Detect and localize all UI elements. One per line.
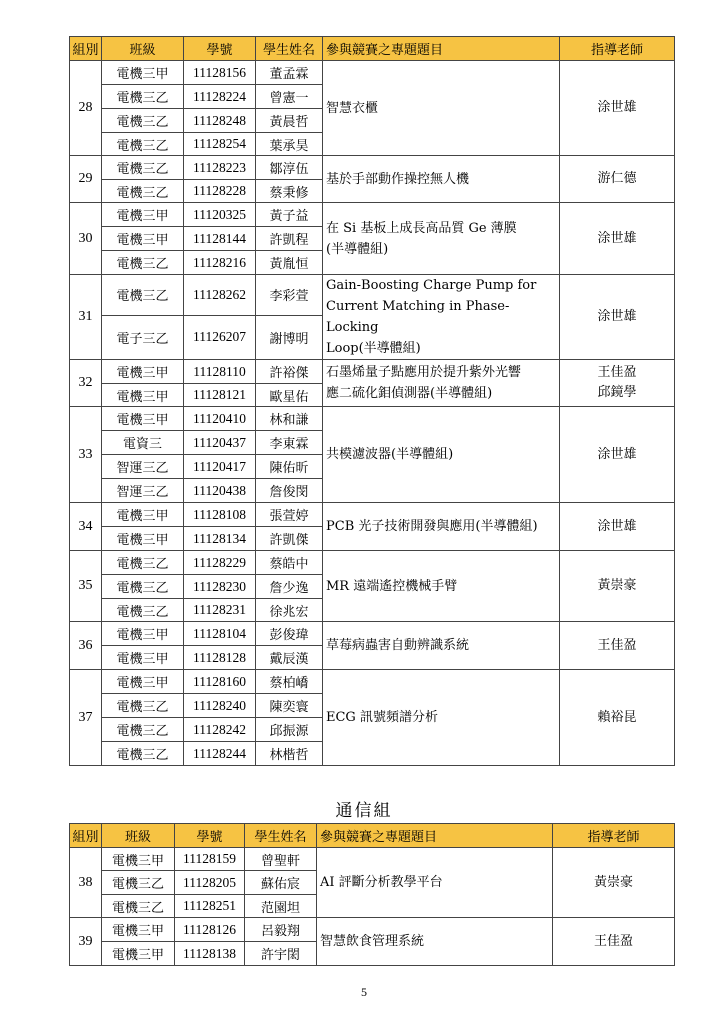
table-row [70,670,675,694]
student-name: 林楷哲 [256,742,323,766]
student-id: 11120438 [184,479,256,503]
header-student-id: 學號 [175,824,245,848]
student-name: 李東霖 [256,431,323,455]
advisor [560,156,675,203]
table-row [70,407,675,431]
student-name: 陳奕寰 [256,694,323,718]
student-class: 電機三乙 [102,871,175,895]
advisor [560,407,675,503]
topic-line: Loop(半導體組) [326,341,421,356]
advisor-name: 涂世雄 [597,100,637,115]
student-class: 電機三乙 [102,133,184,156]
group-number: 34 [70,503,102,551]
advisor [560,360,675,407]
student-id: 11128224 [184,85,256,109]
topic-line: Current Matching in Phase-Locking [326,299,510,335]
table-body [70,61,675,766]
group-number: 32 [70,360,102,407]
student-class: 電機三甲 [102,407,184,431]
topic-line: 基於手部動作操控無人機 [326,171,470,187]
table-row [70,360,675,384]
table-body [70,848,675,966]
topic-line: 應二硫化鉬偵測器(半導體組) [326,386,493,401]
topic-line: ECG 訊號頻譜分析 [326,710,438,725]
student-id: 11128159 [175,848,245,871]
student-name: 黃子益 [256,203,323,227]
header-group: 組別 [70,824,102,848]
student-name: 范園坦 [245,895,317,918]
project-topic [323,61,560,156]
student-name: 黃胤恒 [256,251,323,275]
student-class: 電資三 [102,431,184,455]
advisor-name: 涂世雄 [597,230,637,246]
student-id: 11128262 [184,275,256,316]
student-name: 黃晨哲 [256,109,323,133]
advisor-name: 王佳盈 [597,637,637,653]
table-row [70,275,675,316]
student-name: 許凱傑 [256,527,323,551]
group-number: 30 [70,203,102,275]
student-id: 11128138 [175,942,245,966]
student-id: 11128134 [184,527,256,551]
student-class: 電機三甲 [102,670,184,694]
student-id: 11128126 [175,918,245,942]
student-class: 電機三甲 [102,360,184,384]
student-id: 11126207 [184,315,256,359]
student-id: 11120325 [184,203,256,227]
topic-line: 在 Si 基板上成長高品質 Ge 薄膜 [326,220,517,236]
student-name: 謝博明 [256,315,323,359]
header-class: 班級 [102,824,175,848]
student-name: 鄒淳伍 [256,156,323,180]
header-student-id: 學號 [184,37,256,61]
group-number: 33 [70,407,102,503]
topic-line: 共模濾波器(半導體組) [326,447,454,462]
group-number: 36 [70,622,102,670]
advisor [560,551,675,622]
competition-table-main [69,36,675,766]
page-number: 5 [361,985,367,999]
advisor [553,918,675,966]
advisor-name: 黃崇豪 [593,874,633,890]
table-row [70,551,675,575]
topic-line: PCB 光子技術開發與應用(半導體組) [326,519,538,534]
student-id: 11128242 [184,718,256,742]
student-name: 陳佑昕 [256,455,323,479]
student-class: 電機三甲 [102,227,184,251]
project-topic [323,360,560,407]
student-class: 電機三甲 [102,527,184,551]
student-class: 電機三乙 [102,275,184,316]
student-class: 電機三乙 [102,180,184,203]
student-class: 電機三乙 [102,599,184,622]
topic-line: MR 遠端遙控機械手臂 [326,578,458,594]
student-name: 林和謙 [256,407,323,431]
student-name: 許凱程 [256,227,323,251]
student-id: 11128205 [175,871,245,895]
header-student-name: 學生姓名 [245,824,317,848]
student-name: 歐星佑 [256,384,323,407]
table-header-row [70,37,675,61]
table-row [70,503,675,527]
section-title: 通信組 [335,801,393,821]
project-topic [323,275,560,360]
student-class: 電機三甲 [102,646,184,670]
student-name: 彭俊瑋 [256,622,323,646]
student-class: 智運三乙 [102,479,184,503]
student-class: 電機三乙 [102,85,184,109]
advisor-name: 涂世雄 [597,518,637,534]
topic-line: 草莓病蟲害自動辨識系統 [326,638,470,653]
student-name: 詹少逸 [256,575,323,599]
advisor [560,61,675,156]
table-row [70,61,675,85]
table-row [70,156,675,180]
advisor [560,203,675,275]
student-class: 電機三乙 [102,156,184,180]
student-id: 11128231 [184,599,256,622]
student-class: 電機三乙 [102,551,184,575]
advisor [560,670,675,766]
student-class: 智運三乙 [102,455,184,479]
advisor-name: 邱鏡學 [597,385,637,400]
student-name: 邱振源 [256,718,323,742]
student-class: 電機三甲 [102,622,184,646]
advisor [560,622,675,670]
project-topic [317,848,553,918]
topic-line: (半導體組) [326,241,389,257]
header-class: 班級 [102,37,184,61]
student-class: 電機三甲 [102,61,184,85]
student-name: 蔡皓中 [256,551,323,575]
student-name: 葉承昊 [256,133,323,156]
student-name: 詹俊閔 [256,479,323,503]
project-topic [323,622,560,670]
student-class: 電機三乙 [102,575,184,599]
advisor-name: 涂世雄 [597,309,637,324]
header-advisor: 指導老師 [560,37,675,61]
group-number: 37 [70,670,102,766]
advisor [553,848,675,918]
student-class: 電機三甲 [102,203,184,227]
topic-line: 石墨烯量子點應用於提升紫外光響 [326,365,522,380]
student-id: 11120417 [184,455,256,479]
competition-table-communication [69,823,675,966]
student-name: 許裕傑 [256,360,323,384]
student-id: 11128240 [184,694,256,718]
topic-line: AI 評斷分析教學平台 [320,875,443,890]
student-class: 電機三甲 [102,384,184,407]
student-name: 蘇佑宸 [245,871,317,895]
student-id: 11128128 [184,646,256,670]
student-class: 電機三乙 [102,895,175,918]
student-id: 11128144 [184,227,256,251]
advisor-name: 賴裕昆 [597,709,637,725]
student-name: 許宇閎 [245,942,317,966]
topic-line: 智慧飲食管理系統 [320,934,425,949]
student-name: 蔡柏嶠 [256,670,323,694]
advisor-name: 涂世雄 [597,446,637,462]
project-topic [323,670,560,766]
header-advisor: 指導老師 [553,824,675,848]
table-row [70,622,675,646]
advisor-name: 游仁德 [597,171,637,186]
student-class: 電機三甲 [102,918,175,942]
student-id: 11128254 [184,133,256,156]
student-id: 11128244 [184,742,256,766]
advisor-name: 王佳盈 [597,365,637,380]
student-name: 呂毅翔 [245,918,317,942]
advisor [560,275,675,360]
project-topic [323,503,560,551]
group-number: 39 [70,918,102,966]
student-class: 電機三乙 [102,109,184,133]
project-topic [323,407,560,503]
student-id: 11120410 [184,407,256,431]
student-id: 11120437 [184,431,256,455]
table-row [70,203,675,227]
student-id: 11128160 [184,670,256,694]
student-id: 11128110 [184,360,256,384]
project-topic [323,203,560,275]
group-number: 28 [70,61,102,156]
student-name: 張萱婷 [256,503,323,527]
topic-line: Gain-Boosting Charge Pump for [326,278,537,293]
advisor-name: 王佳盈 [593,933,633,949]
student-name: 曾憲一 [256,85,323,109]
header-topic: 參與競賽之專題題目 [323,37,560,61]
project-topic [317,918,553,966]
student-name: 戴辰漢 [256,646,323,670]
student-id: 11128216 [184,251,256,275]
header-group: 組別 [70,37,102,61]
header-topic: 參與競賽之專題題目 [317,824,553,848]
student-class: 電機三乙 [102,742,184,766]
student-class: 電機三乙 [102,718,184,742]
student-id: 11128230 [184,575,256,599]
project-topic [323,156,560,203]
student-class: 電機三甲 [102,848,175,871]
student-class: 電機三乙 [102,694,184,718]
student-name: 李彩萱 [256,275,323,316]
group-number: 31 [70,275,102,360]
student-class: 電子三乙 [102,315,184,359]
student-id: 11128156 [184,61,256,85]
student-class: 電機三乙 [102,251,184,275]
project-topic [323,551,560,622]
student-name: 徐兆宏 [256,599,323,622]
group-number: 35 [70,551,102,622]
advisor-name: 黃崇豪 [597,578,637,593]
student-name: 蔡秉修 [256,180,323,203]
student-id: 11128104 [184,622,256,646]
student-id: 11128251 [175,895,245,918]
student-id: 11128121 [184,384,256,407]
student-name: 董孟霖 [256,61,323,85]
student-id: 11128108 [184,503,256,527]
group-number: 38 [70,848,102,918]
student-id: 11128248 [184,109,256,133]
advisor [560,503,675,551]
student-id: 11128228 [184,180,256,203]
header-student-name: 學生姓名 [256,37,323,61]
table-header-row [70,824,675,848]
student-class: 電機三甲 [102,503,184,527]
student-name: 曾聖軒 [245,848,317,871]
table-row [70,848,675,871]
student-class: 電機三甲 [102,942,175,966]
group-number: 29 [70,156,102,203]
table-row [70,918,675,942]
student-id: 11128223 [184,156,256,180]
topic-line: 智慧衣櫃 [326,100,379,116]
student-id: 11128229 [184,551,256,575]
